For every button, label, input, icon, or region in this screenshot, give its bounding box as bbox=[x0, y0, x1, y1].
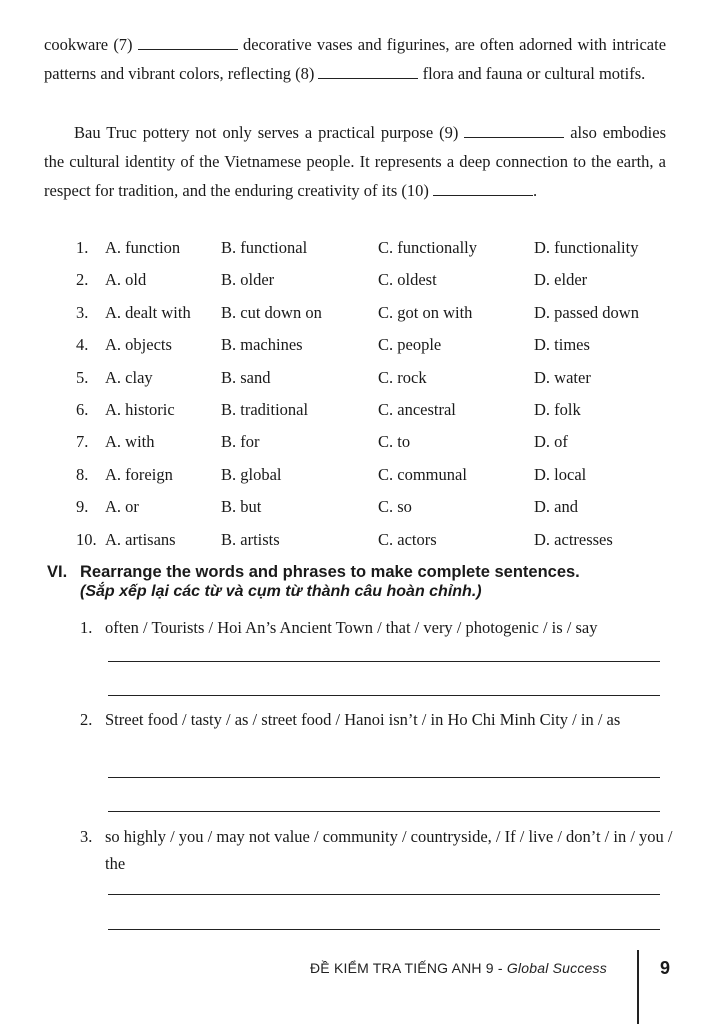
footer-title bbox=[310, 960, 607, 976]
option-b[interactable]: B. traditional bbox=[221, 400, 309, 419]
option-a[interactable]: A. clay bbox=[105, 368, 153, 387]
option-a[interactable]: A. dealt with bbox=[105, 303, 191, 322]
passage-text: also embodies the cultural identity of the Vietnamese people. It represents a deep connection to the earth, a respect for tradition, and the enduring creativity of its (10) bbox=[44, 123, 666, 200]
passage-text: flora and fauna or cultural motifs. bbox=[422, 64, 646, 83]
passage-text: cookware (7) bbox=[44, 35, 133, 54]
answer-line[interactable] bbox=[108, 695, 660, 696]
answer-line[interactable] bbox=[108, 777, 660, 778]
option-number: 10. bbox=[76, 530, 97, 549]
passage-text: . bbox=[533, 181, 538, 200]
option-c[interactable]: C. people bbox=[378, 335, 442, 354]
option-row bbox=[76, 465, 676, 495]
answer-line[interactable] bbox=[108, 929, 660, 930]
option-c[interactable]: C. rock bbox=[378, 368, 427, 387]
option-row bbox=[76, 432, 676, 462]
option-a[interactable]: A. function bbox=[105, 238, 181, 257]
option-row bbox=[76, 303, 676, 333]
option-b[interactable]: B. functional bbox=[221, 238, 308, 257]
option-number: 7. bbox=[76, 432, 89, 451]
option-d[interactable]: D. local bbox=[534, 465, 587, 484]
option-row bbox=[76, 400, 676, 430]
blank-7[interactable] bbox=[138, 35, 238, 50]
option-a[interactable]: A. old bbox=[105, 270, 147, 289]
footer-series: Global Success bbox=[506, 960, 607, 976]
option-c[interactable]: C. ancestral bbox=[378, 400, 456, 419]
option-row bbox=[76, 530, 676, 560]
answer-line[interactable] bbox=[108, 811, 660, 812]
option-number: 4. bbox=[76, 335, 89, 354]
option-a[interactable]: A. objects bbox=[105, 335, 172, 354]
answer-line[interactable] bbox=[108, 661, 660, 662]
option-d[interactable]: D. water bbox=[534, 368, 591, 387]
option-b[interactable]: B. artists bbox=[221, 530, 280, 549]
blank-9[interactable] bbox=[464, 123, 564, 138]
option-b[interactable]: B. machines bbox=[221, 335, 303, 354]
option-b[interactable]: B. but bbox=[221, 497, 262, 516]
passage-paragraph-2 bbox=[44, 118, 666, 205]
option-c[interactable]: C. so bbox=[378, 497, 412, 516]
option-number: 3. bbox=[76, 303, 89, 322]
footer-book-title: ĐỀ KIỂM TRA TIẾNG ANH 9 - bbox=[310, 960, 503, 976]
option-number: 6. bbox=[76, 400, 89, 419]
section-heading bbox=[47, 561, 677, 585]
section-subtitle: (Sắp xếp lại các từ và cụm từ thành câu hoàn chỉnh.) bbox=[80, 583, 482, 600]
option-c[interactable]: C. to bbox=[378, 432, 411, 451]
question-number: 2. bbox=[80, 710, 93, 729]
footer-divider bbox=[637, 950, 639, 1024]
option-number: 5. bbox=[76, 368, 89, 387]
option-b[interactable]: B. for bbox=[221, 432, 260, 451]
option-a[interactable]: A. with bbox=[105, 432, 155, 451]
passage-text: Bau Truc pottery not only serves a practical purpose (9) bbox=[74, 123, 459, 142]
question-text: so highly / you / may not value / community / countryside, / If / live / don’t / in / you / the bbox=[105, 827, 673, 873]
question-number: 3. bbox=[80, 827, 93, 846]
option-d[interactable]: D. of bbox=[534, 432, 568, 451]
blank-10[interactable] bbox=[433, 181, 533, 196]
option-b[interactable]: B. older bbox=[221, 270, 275, 289]
option-d[interactable]: D. times bbox=[534, 335, 590, 354]
question-text: often / Tourists / Hoi An’s Ancient Town / that / very / photogenic / is / say bbox=[105, 618, 598, 637]
page-number: 9 bbox=[660, 958, 671, 978]
option-number: 8. bbox=[76, 465, 89, 484]
option-number: 1. bbox=[76, 238, 89, 257]
option-row bbox=[76, 497, 676, 527]
option-b[interactable]: B. global bbox=[221, 465, 282, 484]
answer-line[interactable] bbox=[108, 894, 660, 895]
section-number: VI. bbox=[47, 563, 68, 581]
option-d[interactable]: D. passed down bbox=[534, 303, 639, 322]
option-c[interactable]: C. actors bbox=[378, 530, 437, 549]
section-title: Rearrange the words and phrases to make complete sentences. bbox=[80, 563, 580, 581]
passage-text: decorative vases and figurines, are often adorned with intricate patterns and vibrant colors, reflecting (8) bbox=[44, 35, 667, 83]
option-row bbox=[76, 270, 676, 300]
question-number: 1. bbox=[80, 618, 93, 637]
option-a[interactable]: A. artisans bbox=[105, 530, 176, 549]
option-c[interactable]: C. functionally bbox=[378, 238, 477, 257]
option-number: 2. bbox=[76, 270, 89, 289]
option-c[interactable]: C. got on with bbox=[378, 303, 473, 322]
option-row bbox=[76, 238, 676, 268]
option-d[interactable]: D. and bbox=[534, 497, 578, 516]
option-number: 9. bbox=[76, 497, 89, 516]
option-d[interactable]: D. folk bbox=[534, 400, 581, 419]
option-d[interactable]: D. functionality bbox=[534, 238, 639, 257]
question-text: Street food / tasty / as / street food / Hanoi isn’t / in Ho Chi Minh City / in / as bbox=[105, 710, 621, 729]
option-a[interactable]: A. or bbox=[105, 497, 139, 516]
option-row bbox=[76, 368, 676, 398]
option-c[interactable]: C. oldest bbox=[378, 270, 437, 289]
option-a[interactable]: A. foreign bbox=[105, 465, 173, 484]
option-d[interactable]: D. actresses bbox=[534, 530, 613, 549]
option-b[interactable]: B. sand bbox=[221, 368, 271, 387]
passage-paragraph-1 bbox=[44, 30, 666, 88]
option-c[interactable]: C. communal bbox=[378, 465, 467, 484]
option-row bbox=[76, 335, 676, 365]
option-b[interactable]: B. cut down on bbox=[221, 303, 322, 322]
option-a[interactable]: A. historic bbox=[105, 400, 175, 419]
blank-8[interactable] bbox=[318, 64, 418, 79]
option-d[interactable]: D. elder bbox=[534, 270, 588, 289]
